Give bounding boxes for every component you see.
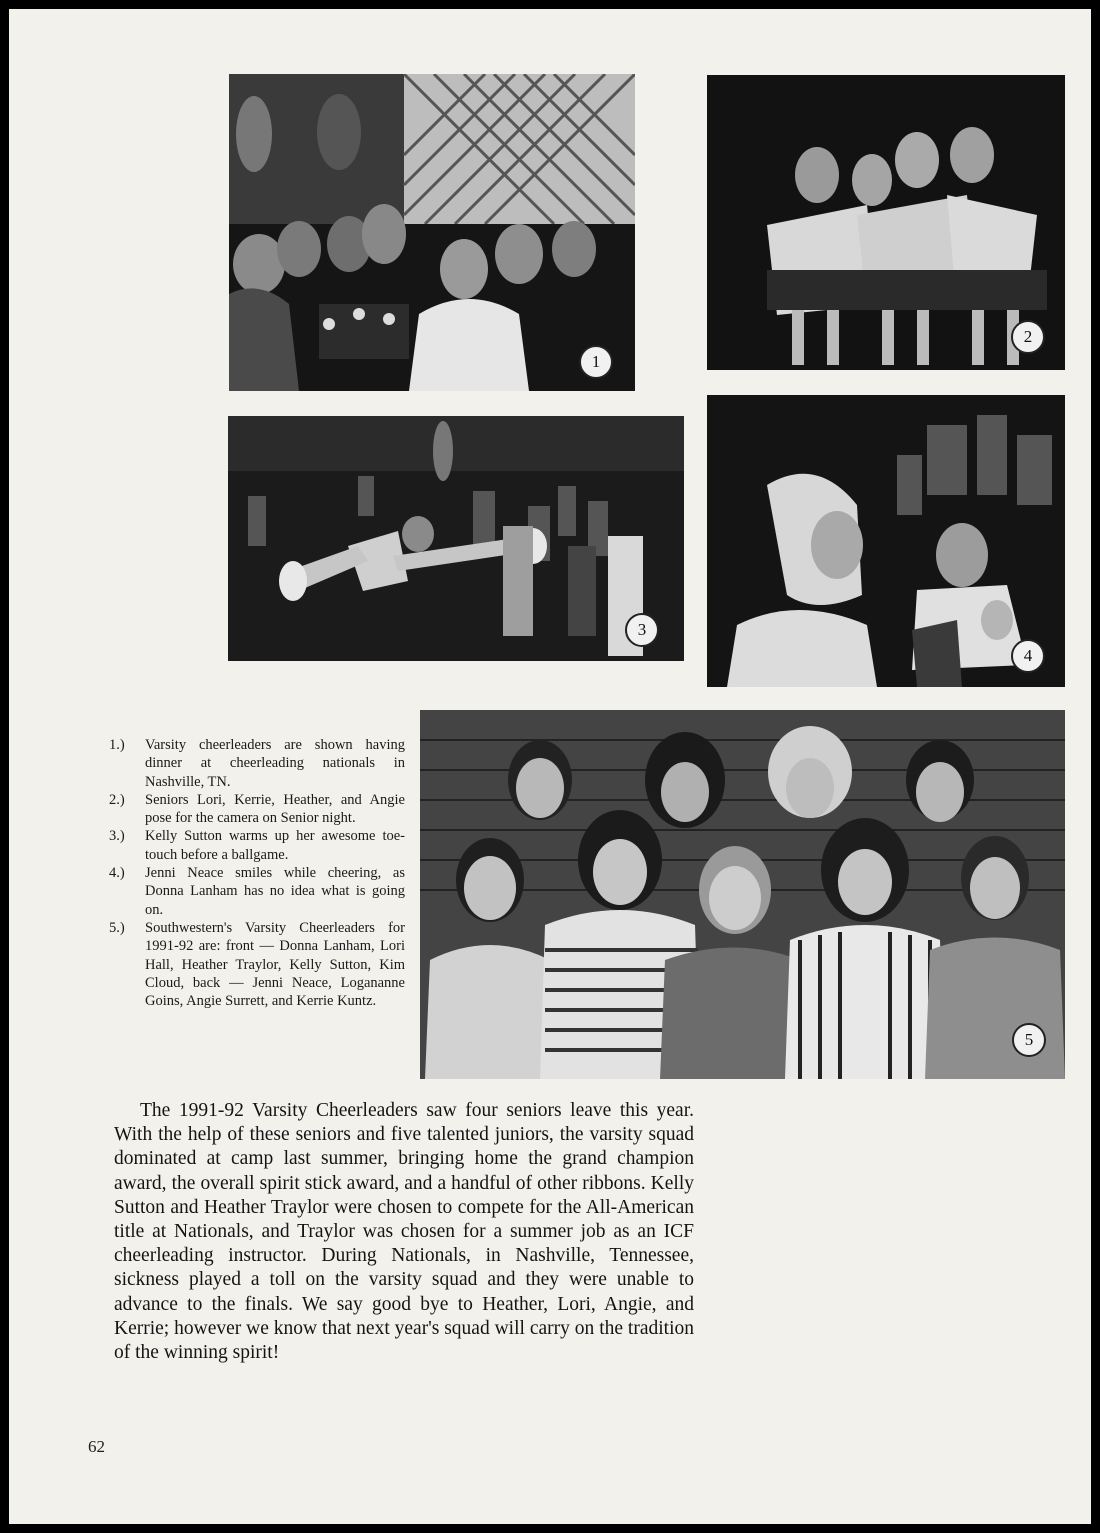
caption-item xyxy=(109,791,405,828)
photo-seniors xyxy=(707,75,1065,370)
photo-seniors-image xyxy=(707,75,1065,370)
caption-text: Southwestern's Varsity Cheerleaders for 1991-92 are: front — Donna Lanham, Lori Hall, Heather Traylor, Kelly Sutton, Kim Cloud, back — Jenni Neace, Logananne Goins, Angie Surrett, and Kerrie Kuntz. xyxy=(145,919,405,1010)
caption-text: Kelly Sutton warms up her awesome toe-touch before a ballgame. xyxy=(145,828,405,863)
photo-number-badge: 1 xyxy=(579,345,613,379)
caption-item xyxy=(109,736,405,791)
photo-dinner xyxy=(229,74,635,391)
yearbook-page xyxy=(9,9,1091,1524)
caption-number: 3.) xyxy=(109,828,125,845)
caption-number: 4.) xyxy=(109,865,125,882)
photo-group-portrait xyxy=(420,710,1065,1079)
caption-number: 5.) xyxy=(109,919,125,936)
photo-number-badge: 2 xyxy=(1011,320,1045,354)
caption-text: Varsity cheerleaders are shown having dinner at cheerleading nationals in Nashville, TN. xyxy=(145,737,405,790)
article-body: The 1991-92 Varsity Cheerleaders saw four seniors leave this year. With the help of these seniors and five talented juniors, the varsity squad dominated at camp last summer, bringing home the grand champion award, the overall spirit stick award, and a handful of other ribbons. Kelly Sutton and Heather Traylor were chosen to compete for the All-American title at Nationals, and Traylor was chosen for a summer job as an ICF cheerleading instructor. During Nationals, in Nashville, Tennessee, sickness played a toll on the varsity squad and they were unable to advance to the finals. We say good bye to Heather, Lori, Angie, and Kerrie; however we know that next year's squad will carry on the tradition of the winning spirit! xyxy=(114,1100,694,1364)
photo-cheering-image xyxy=(707,395,1065,687)
caption-number: 1.) xyxy=(109,737,125,753)
photo-captions xyxy=(109,736,405,1010)
caption-item xyxy=(109,827,405,864)
caption-number: 2.) xyxy=(109,791,125,808)
caption-text: Seniors Lori, Kerrie, Heather, and Angie pose for the camera on Senior night. xyxy=(145,791,405,827)
photo-number-badge: 3 xyxy=(625,613,659,647)
photo-cheering xyxy=(707,395,1065,687)
caption-text: Jenni Neace smiles while cheering, as Donna Lanham has no idea what is going on. xyxy=(145,865,405,918)
photo-group-image xyxy=(420,710,1065,1079)
caption-item xyxy=(109,864,405,919)
photo-number-badge: 4 xyxy=(1011,639,1045,673)
page-number: 62 xyxy=(88,1437,105,1456)
photo-toe-touch xyxy=(228,416,684,661)
photo-toe-touch-image xyxy=(228,416,684,661)
caption-item xyxy=(109,919,405,1010)
photo-number-badge: 5 xyxy=(1012,1023,1046,1057)
photo-dinner-image xyxy=(229,74,635,391)
